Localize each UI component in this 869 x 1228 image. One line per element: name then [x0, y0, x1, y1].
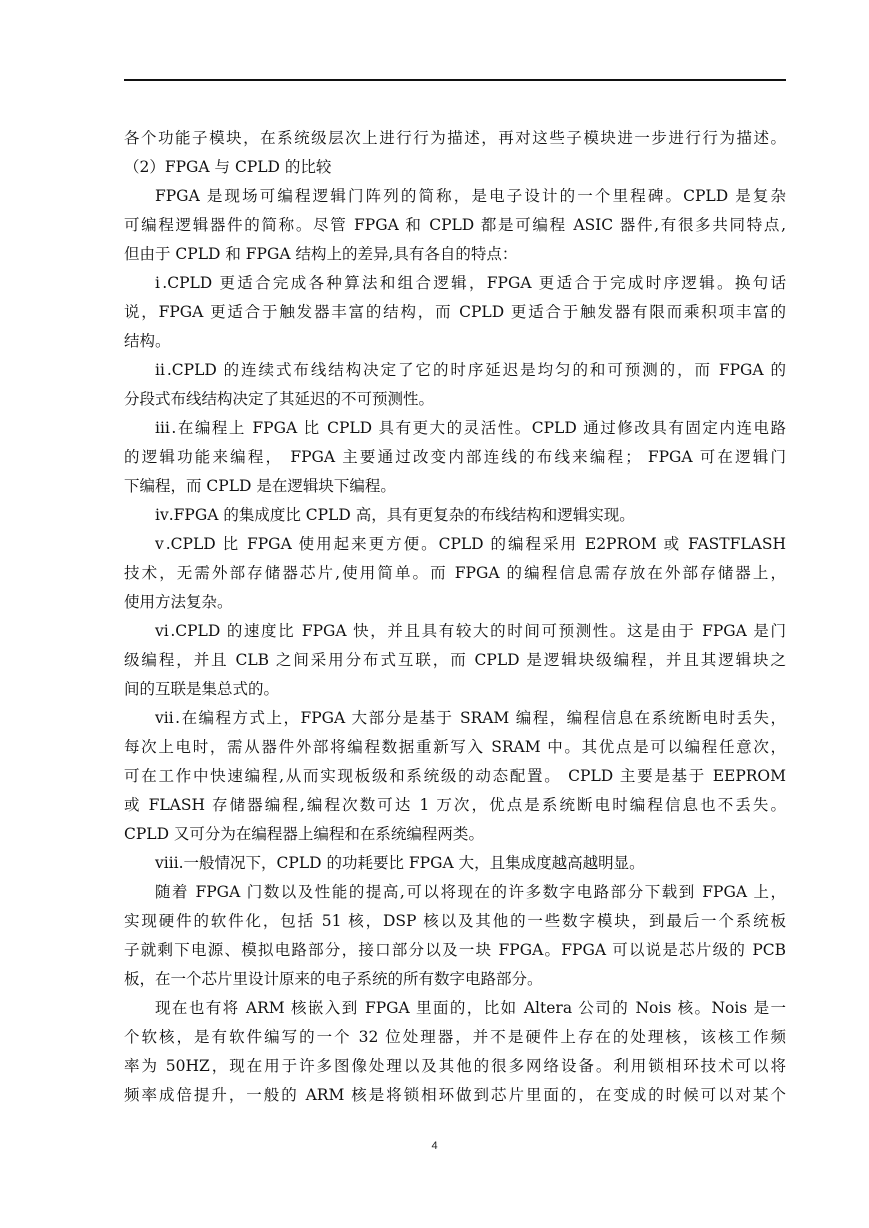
- text-line: 间的互联是集总式的。: [124, 680, 280, 698]
- text-line: 可编程逻辑器件的简称。尽管 FPGA 和 CPLD 都是可编程 ASIC 器件,有很多共同特点,: [124, 216, 786, 234]
- text-line: ⅴ.CPLD 比 FPGA 使用起来更方便。CPLD 的编程采用 E2PROM 或 FASTFLASH: [155, 535, 786, 553]
- text-line: 说，FPGA 更适合于触发器丰富的结构，而 CPLD 更适合于触发器有限而乘积项丰富的: [124, 303, 786, 321]
- text-line: ⅵ.CPLD 的速度比 FPGA 快，并且具有较大的时间可预测性。这是由于 FPGA 是门: [155, 622, 786, 640]
- text-line: 的逻辑功能来编程， FPGA 主要通过改变内部连线的布线来编程； FPGA 可在逻辑门: [124, 448, 786, 466]
- text-line: ⅳ.FPGA 的集成度比 CPLD 高，具有更复杂的布线结构和逻辑实现。: [155, 506, 635, 524]
- text-line: ⅰ.CPLD 更适合完成各种算法和组合逻辑，FPGA 更适合于完成时序逻辑。换句话: [155, 274, 786, 292]
- text-line: 级编程，并且 CLB 之间采用分布式互联，而 CPLD 是逻辑块级编程，并且其逻辑块之: [124, 651, 786, 669]
- section-heading: （2）FPGA 与 CPLD 的比较: [124, 158, 332, 176]
- text-line: 可在工作中快速编程,从而实现板级和系统级的动态配置。 CPLD 主要是基于 EEPROM: [124, 767, 786, 785]
- text-line: 结构。: [124, 332, 171, 350]
- text-line: 个软核，是有软件编写的一个 32 位处理器，并不是硬件上存在的处理核，该核工作频: [124, 1028, 786, 1046]
- text-line: 实现硬件的软件化，包括 51 核，DSP 核以及其他的一些数字模块，到最后一个系统板: [124, 912, 786, 930]
- text-line: CPLD 又可分为在编程器上编程和在系统编程两类。: [124, 825, 484, 843]
- text-line: 技术，无需外部存储器芯片,使用简单。而 FPGA 的编程信息需存放在外部存储器上，: [124, 564, 786, 582]
- text-line: 或 FLASH 存储器编程,编程次数可达 1 万次，优点是系统断电时编程信息也不丢失。: [124, 796, 786, 814]
- text-line: 各个功能子模块，在系统级层次上进行行为描述，再对这些子模块进一步进行行为描述。: [124, 129, 786, 147]
- text-line: ⅲ.在编程上 FPGA 比 CPLD 具有更大的灵活性。CPLD 通过修改具有固定内连电路: [155, 419, 786, 437]
- text-line: 下编程，而 CPLD 是在逻辑块下编程。: [124, 477, 396, 495]
- text-line: FPGA 是现场可编程逻辑门阵列的简称，是电子设计的一个里程碑。CPLD 是复杂: [155, 187, 786, 205]
- text-line: 但由于 CPLD 和 FPGA 结构上的差异,具有各自的特点：: [124, 245, 518, 263]
- text-line: ⅱ.CPLD 的连续式布线结构决定了它的时序延迟是均匀的和可预测的，而 FPGA 的: [155, 361, 786, 379]
- text-line: 分段式布线结构决定了其延迟的不可预测性。: [124, 390, 435, 408]
- text-line: 率为 50HZ，现在用于许多图像处理以及其他的很多网络设备。利用锁相环技术可以将: [124, 1057, 786, 1075]
- text-line: 使用方法复杂。: [124, 593, 233, 611]
- header-rule: [124, 79, 786, 81]
- page-number: 4: [431, 1140, 438, 1152]
- text-line: 子就剩下电源、模拟电路部分，接口部分以及一块 FPGA。FPGA 可以说是芯片级的 PCB: [124, 941, 786, 959]
- text-line: 每次上电时，需从器件外部将编程数据重新写入 SRAM 中。其优点是可以编程任意次，: [124, 738, 786, 756]
- text-line: 板，在一个芯片里设计原来的电子系统的所有数字电路部分。: [124, 970, 543, 988]
- text-line: 随着 FPGA 门数以及性能的提高,可以将现在的许多数字电路部分下载到 FPGA 上，: [155, 883, 786, 901]
- text-line: 频率成倍提升，一般的 ARM 核是将锁相环做到芯片里面的，在变成的时候可以对某个: [124, 1086, 786, 1104]
- text-line: ⅶ.在编程方式上，FPGA 大部分是基于 SRAM 编程，编程信息在系统断电时丢失，: [155, 709, 786, 727]
- page-body: [124, 124, 786, 1110]
- text-line: 现在也有将 ARM 核嵌入到 FPGA 里面的，比如 Altera 公司的 Nois 核。Nois 是一: [155, 999, 786, 1017]
- text-line: ⅷ.一般情况下，CPLD 的功耗要比 FPGA 大，且集成度越高越明显。: [155, 854, 645, 872]
